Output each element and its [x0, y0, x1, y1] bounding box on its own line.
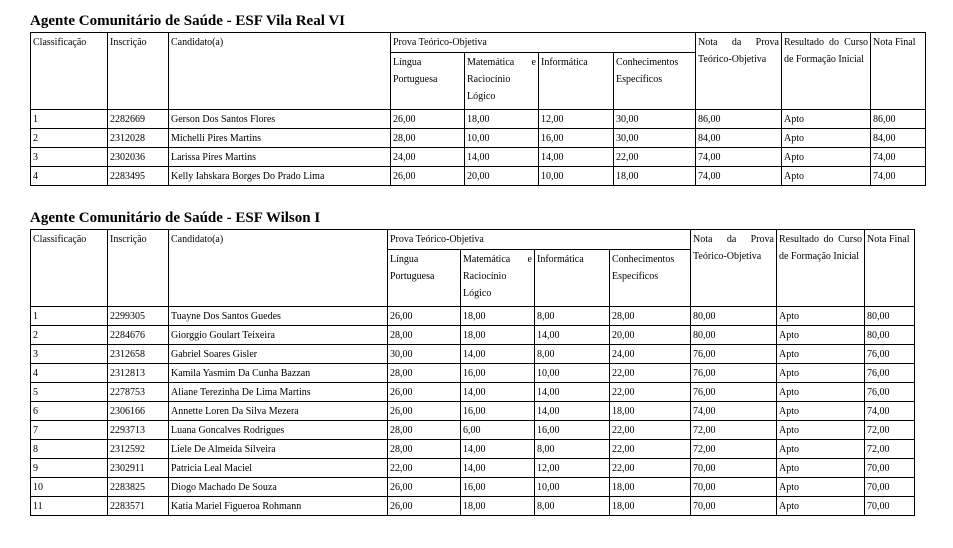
table-row [31, 148, 926, 167]
cell-matematica: 18,00 [461, 326, 535, 345]
cell-conhecimentos: 18,00 [610, 402, 691, 421]
cell-nota-prova: 84,00 [696, 129, 782, 148]
cell-candidato: Diogo Machado De Souza [169, 478, 388, 497]
cell-classificacao: 1 [31, 307, 108, 326]
header-conhecimentos: Conhecimentos Específicos [610, 250, 691, 307]
cell-classificacao: 2 [31, 129, 108, 148]
table-row [31, 345, 915, 364]
cell-nota-final: 80,00 [865, 326, 915, 345]
cell-nota-prova: 86,00 [696, 110, 782, 129]
cell-matematica: 20,00 [465, 167, 539, 186]
cell-candidato: Patricia Leal Maciel [169, 459, 388, 478]
header-candidato: Candidato(a) [169, 230, 388, 307]
cell-classificacao: 8 [31, 440, 108, 459]
cell-inscricao: 2283495 [108, 167, 169, 186]
cell-matematica: 16,00 [461, 402, 535, 421]
cell-classificacao: 2 [31, 326, 108, 345]
cell-inscricao: 2284676 [108, 326, 169, 345]
section-wilson-i [30, 209, 915, 516]
cell-resultado: Apto [782, 129, 871, 148]
cell-nota-prova: 74,00 [691, 402, 777, 421]
cell-conhecimentos: 22,00 [610, 421, 691, 440]
cell-candidato: Liele De Almeida Silveira [169, 440, 388, 459]
cell-candidato: Kamila Yasmim Da Cunha Bazzan [169, 364, 388, 383]
cell-matematica: 14,00 [461, 459, 535, 478]
table-row [31, 440, 915, 459]
cell-inscricao: 2312658 [108, 345, 169, 364]
header-matematica: Matemática e Raciocínio Lógico [465, 53, 539, 110]
cell-conhecimentos: 22,00 [614, 148, 696, 167]
cell-inscricao: 2283571 [108, 497, 169, 516]
cell-matematica: 14,00 [461, 383, 535, 402]
cell-nota-final: 74,00 [871, 148, 926, 167]
cell-candidato: Tuayne Dos Santos Guedes [169, 307, 388, 326]
cell-informatica: 10,00 [539, 167, 614, 186]
cell-lingua: 24,00 [391, 148, 465, 167]
cell-informatica: 8,00 [535, 307, 610, 326]
table-body [31, 110, 926, 186]
cell-nota-prova: 76,00 [691, 345, 777, 364]
cell-lingua: 28,00 [388, 421, 461, 440]
cell-nota-final: 76,00 [865, 345, 915, 364]
cell-nota-final: 74,00 [865, 402, 915, 421]
cell-resultado: Apto [777, 497, 865, 516]
cell-matematica: 10,00 [465, 129, 539, 148]
cell-nota-final: 72,00 [865, 421, 915, 440]
cell-nota-final: 76,00 [865, 364, 915, 383]
cell-conhecimentos: 22,00 [610, 383, 691, 402]
cell-informatica: 10,00 [535, 364, 610, 383]
cell-nota-prova: 70,00 [691, 459, 777, 478]
cell-matematica: 18,00 [461, 307, 535, 326]
section-title: Agente Comunitário de Saúde - ESF Vila Real VI [30, 13, 346, 29]
cell-conhecimentos: 20,00 [610, 326, 691, 345]
cell-conhecimentos: 18,00 [610, 478, 691, 497]
cell-lingua: 26,00 [388, 402, 461, 421]
cell-inscricao: 2282669 [108, 110, 169, 129]
table-row [31, 129, 926, 148]
cell-informatica: 14,00 [535, 402, 610, 421]
cell-lingua: 26,00 [388, 383, 461, 402]
table-row [31, 497, 915, 516]
cell-resultado: Apto [782, 110, 871, 129]
cell-inscricao: 2312813 [108, 364, 169, 383]
cell-nota-final: 70,00 [865, 497, 915, 516]
cell-inscricao: 2283825 [108, 478, 169, 497]
header-conhecimentos: Conhecimentos Específicos [614, 53, 696, 110]
cell-informatica: 12,00 [535, 459, 610, 478]
cell-lingua: 28,00 [388, 440, 461, 459]
cell-nota-final: 70,00 [865, 459, 915, 478]
cell-nota-prova: 76,00 [691, 383, 777, 402]
cell-matematica: 14,00 [461, 440, 535, 459]
cell-conhecimentos: 22,00 [610, 364, 691, 383]
cell-inscricao: 2302036 [108, 148, 169, 167]
table-row [31, 383, 915, 402]
table-row [31, 421, 915, 440]
cell-informatica: 10,00 [535, 478, 610, 497]
cell-conhecimentos: 22,00 [610, 459, 691, 478]
table-row [31, 478, 915, 497]
header-prova: Prova Teórico-Objetiva [391, 33, 696, 53]
cell-conhecimentos: 28,00 [610, 307, 691, 326]
cell-candidato: Katia Mariel Figueroa Rohmann [169, 497, 388, 516]
cell-nota-prova: 70,00 [691, 497, 777, 516]
results-table [30, 32, 926, 186]
header-lingua: Língua Portuguesa [388, 250, 461, 307]
cell-informatica: 14,00 [535, 326, 610, 345]
cell-resultado: Apto [777, 307, 865, 326]
cell-nota-prova: 74,00 [696, 167, 782, 186]
cell-candidato: Aliane Terezinha De Lima Martins [169, 383, 388, 402]
cell-resultado: Apto [777, 345, 865, 364]
cell-resultado: Apto [777, 383, 865, 402]
cell-informatica: 12,00 [539, 110, 614, 129]
table-header [31, 33, 926, 110]
cell-matematica: 16,00 [461, 478, 535, 497]
cell-inscricao: 2306166 [108, 402, 169, 421]
cell-lingua: 26,00 [388, 497, 461, 516]
section-title: Agente Comunitário de Saúde - ESF Wilson I [30, 210, 321, 226]
cell-nota-final: 70,00 [865, 478, 915, 497]
cell-classificacao: 3 [31, 345, 108, 364]
table-row [31, 402, 915, 421]
cell-conhecimentos: 30,00 [614, 110, 696, 129]
header-nota-final: Nota Final [865, 230, 915, 307]
header-nota-final: Nota Final [871, 33, 926, 110]
header-prova: Prova Teórico-Objetiva [388, 230, 691, 250]
cell-matematica: 18,00 [465, 110, 539, 129]
cell-informatica: 8,00 [535, 345, 610, 364]
header-nota-prova: Nota da Prova Teórico-Objetiva [691, 230, 777, 307]
table-row [31, 110, 926, 129]
cell-matematica: 14,00 [461, 345, 535, 364]
cell-inscricao: 2312592 [108, 440, 169, 459]
cell-resultado: Apto [777, 440, 865, 459]
cell-lingua: 30,00 [388, 345, 461, 364]
cell-classificacao: 5 [31, 383, 108, 402]
cell-nota-final: 84,00 [871, 129, 926, 148]
cell-conhecimentos: 18,00 [614, 167, 696, 186]
cell-classificacao: 4 [31, 364, 108, 383]
cell-resultado: Apto [777, 478, 865, 497]
cell-nota-prova: 72,00 [691, 421, 777, 440]
cell-nota-final: 76,00 [865, 383, 915, 402]
cell-lingua: 28,00 [388, 364, 461, 383]
cell-informatica: 16,00 [535, 421, 610, 440]
cell-classificacao: 10 [31, 478, 108, 497]
cell-matematica: 18,00 [461, 497, 535, 516]
cell-classificacao: 7 [31, 421, 108, 440]
cell-conhecimentos: 30,00 [614, 129, 696, 148]
header-resultado: Resultado do Curso de Formação Inicial [782, 33, 871, 110]
cell-candidato: Gabriel Soares Gisler [169, 345, 388, 364]
header-nota-prova: Nota da Prova Teórico-Objetiva [696, 33, 782, 110]
cell-conhecimentos: 24,00 [610, 345, 691, 364]
results-table [30, 229, 915, 516]
table-row [31, 167, 926, 186]
table-row [31, 459, 915, 478]
cell-resultado: Apto [782, 148, 871, 167]
cell-inscricao: 2299305 [108, 307, 169, 326]
table-row [31, 307, 915, 326]
cell-inscricao: 2302911 [108, 459, 169, 478]
header-matematica: Matemática e Raciocínio Lógico [461, 250, 535, 307]
cell-informatica: 8,00 [535, 497, 610, 516]
cell-lingua: 26,00 [388, 307, 461, 326]
cell-candidato: Luana Goncalves Rodrigues [169, 421, 388, 440]
cell-nota-final: 72,00 [865, 440, 915, 459]
cell-nota-prova: 80,00 [691, 307, 777, 326]
cell-classificacao: 1 [31, 110, 108, 129]
cell-nota-final: 74,00 [871, 167, 926, 186]
cell-lingua: 26,00 [391, 110, 465, 129]
header-lingua: Língua Portuguesa [391, 53, 465, 110]
cell-candidato: Larissa Pires Martins [169, 148, 391, 167]
cell-lingua: 28,00 [388, 326, 461, 345]
cell-informatica: 14,00 [535, 383, 610, 402]
header-informatica: Informática [535, 250, 610, 307]
table-row [31, 364, 915, 383]
cell-nota-prova: 76,00 [691, 364, 777, 383]
cell-resultado: Apto [777, 326, 865, 345]
cell-nota-final: 80,00 [865, 307, 915, 326]
cell-resultado: Apto [777, 402, 865, 421]
cell-candidato: Kelly Iahskara Borges Do Prado Lima [169, 167, 391, 186]
cell-resultado: Apto [777, 364, 865, 383]
cell-informatica: 8,00 [535, 440, 610, 459]
cell-nota-prova: 72,00 [691, 440, 777, 459]
header-candidato: Candidato(a) [169, 33, 391, 110]
cell-resultado: Apto [777, 459, 865, 478]
header-classificacao: Classificação [31, 33, 108, 110]
header-resultado: Resultado do Curso de Formação Inicial [777, 230, 865, 307]
cell-inscricao: 2312028 [108, 129, 169, 148]
cell-classificacao: 4 [31, 167, 108, 186]
cell-classificacao: 11 [31, 497, 108, 516]
cell-classificacao: 6 [31, 402, 108, 421]
cell-resultado: Apto [782, 167, 871, 186]
cell-informatica: 16,00 [539, 129, 614, 148]
section-vila-real-vi [30, 12, 926, 186]
cell-classificacao: 3 [31, 148, 108, 167]
cell-candidato: Michelli Pires Martins [169, 129, 391, 148]
cell-lingua: 22,00 [388, 459, 461, 478]
cell-conhecimentos: 22,00 [610, 440, 691, 459]
header-inscricao: Inscrição [108, 230, 169, 307]
header-inscricao: Inscrição [108, 33, 169, 110]
cell-nota-prova: 74,00 [696, 148, 782, 167]
cell-nota-prova: 80,00 [691, 326, 777, 345]
cell-nota-prova: 70,00 [691, 478, 777, 497]
cell-candidato: Gerson Dos Santos Flores [169, 110, 391, 129]
cell-matematica: 16,00 [461, 364, 535, 383]
cell-conhecimentos: 18,00 [610, 497, 691, 516]
header-informatica: Informática [539, 53, 614, 110]
cell-lingua: 26,00 [391, 167, 465, 186]
cell-candidato: Annette Loren Da Silva Mezera [169, 402, 388, 421]
cell-nota-final: 86,00 [871, 110, 926, 129]
cell-inscricao: 2293713 [108, 421, 169, 440]
cell-candidato: Giorggio Goulart Teixeira [169, 326, 388, 345]
cell-resultado: Apto [777, 421, 865, 440]
cell-informatica: 14,00 [539, 148, 614, 167]
cell-lingua: 28,00 [391, 129, 465, 148]
cell-matematica: 6,00 [461, 421, 535, 440]
cell-lingua: 26,00 [388, 478, 461, 497]
cell-inscricao: 2278753 [108, 383, 169, 402]
table-header [31, 230, 915, 307]
header-classificacao: Classificação [31, 230, 108, 307]
table-row [31, 326, 915, 345]
table-body [31, 307, 915, 516]
cell-classificacao: 9 [31, 459, 108, 478]
cell-matematica: 14,00 [465, 148, 539, 167]
